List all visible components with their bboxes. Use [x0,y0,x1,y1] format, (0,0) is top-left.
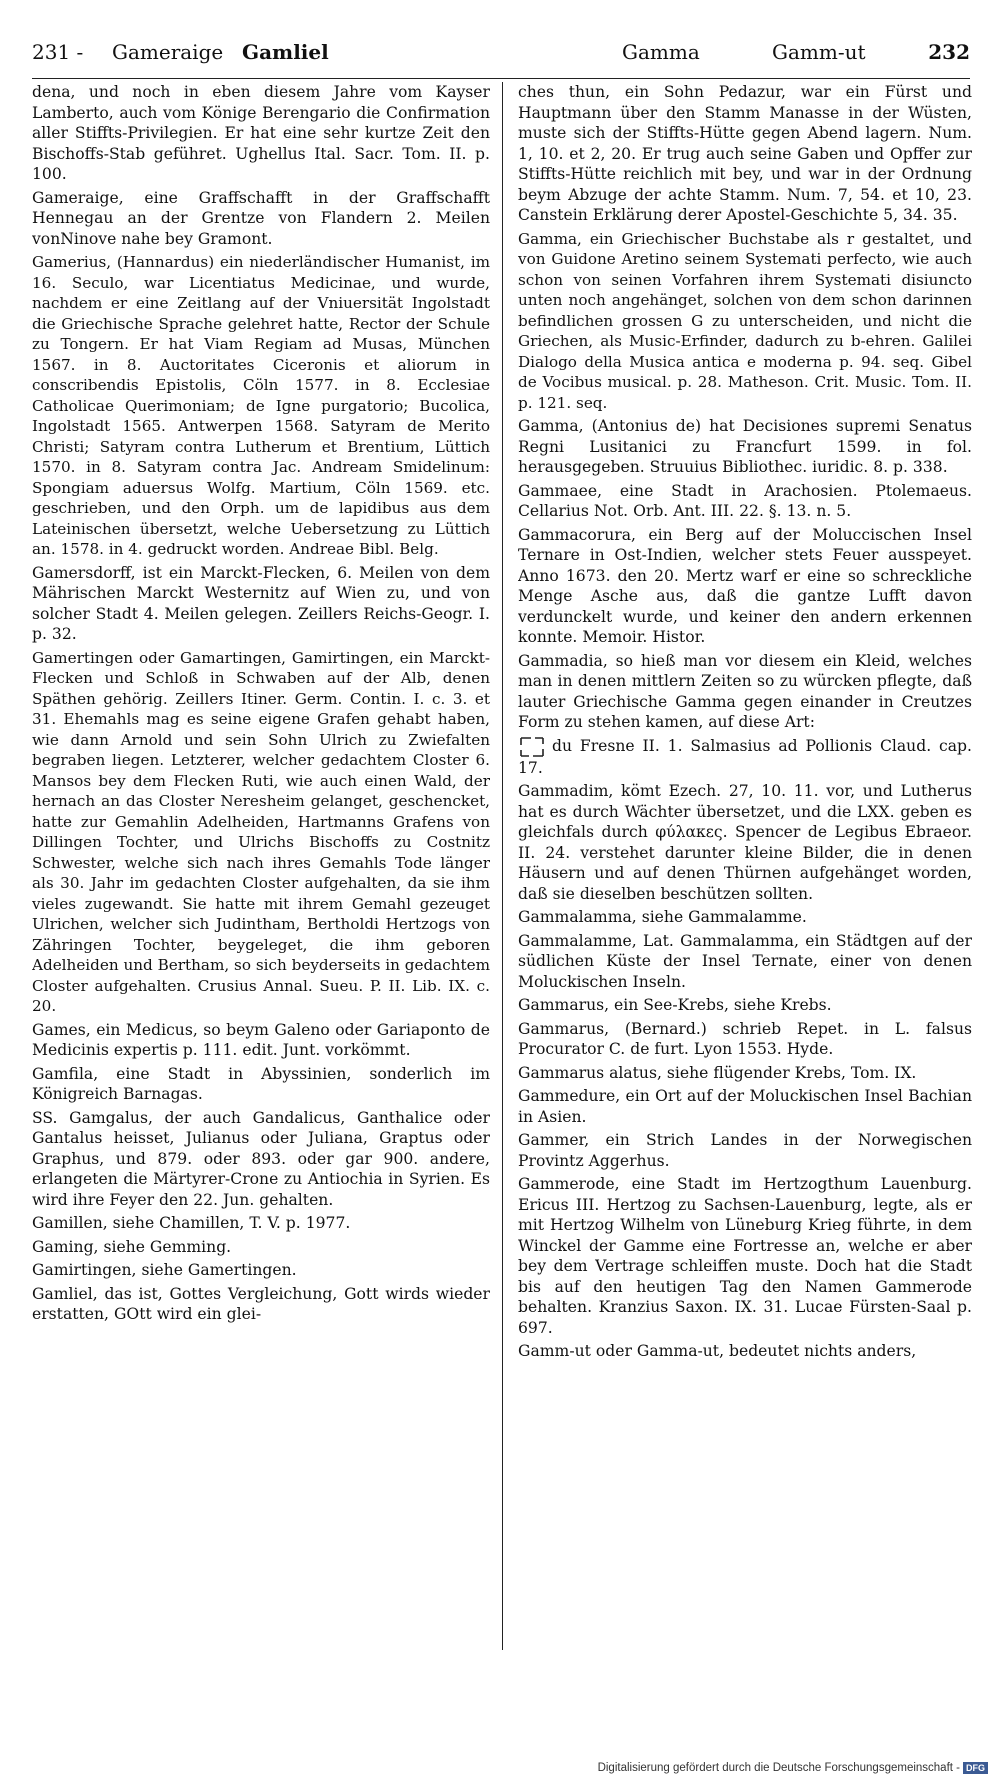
entry-gammerode: Gammerode, eine Stadt im Hertzogthum Lauenburg. Ericus III. Hertzog zu Sachsen-Lauenburg, legte, als er mit Hertzog Wilhelm von Lüneburg Krieg führte, in dem Winckel der Gamme eine Fortresse an, welche er aber bey dem Vertrage schleiffen muste. Doch hat die Stadt bis auf den heutigen Tag den Namen Gammerode behalten. Kranzius Saxon. IX. 31. Lucae Fürsten-Saal p. 697. [518,1175,972,1337]
entry-gamliel: Gamliel, das ist, Gottes Vergleichung, Gott wirds wieder erstatten, GOtt wird ein glei- [32,1284,490,1323]
right-header-keyword-2: Gamm-ut [772,40,866,64]
entry-gammadia: Gammadia, so hieß man vor diesem ein Kleid, welches man in denen mittlern Zeiten so zu würcken pflegte, daß lauter Griechische Gamma gegen einander in Creutzes Form zu stehen kamen, auf diese Art: [518,651,972,731]
footer-credit: Digitalisierung gefördert durch die Deutsche Forschungsgemeinschaft - [597,1762,960,1775]
entry-gamertingen: Gamertingen oder Gamartingen, Gamirtingen, ein Marckt-Flecken und Schloß in Schwaben auf der Alb, denen Späthen gehörig. Zeillers Itiner. Germ. Contin. I. c. 3. et 31. Ehemahls mag es seine eigene Grafen gehabt haben, wie dann Arnold und sein Sohn Ulrich zu Zwiefalten begraben liegen. Letzterer, welcher gedachtem Closter 6. Mansos bey dem Flecken Ruti, wie auch einen Wald, der hernach an das Closter Neresheim gelanget, geschencket, hatte zur Gemahlin Adelheiden, Hartmanns Grafens von Dillingen Tochter, und Ulrichs Bischoffs zu Costnitz Schwester, welche sich nach ihres Gemahls Tode länger als 30. Jahr im gedachten Closter aufgehalten, da sie ihm vieles zugewandt. Sie hatte mit ihrem Gemahl gezeuget Ulrichen, welcher sich Judintham, Bertholdi Hertzogs von Zähringen Tochter, beygeleget, die ihm geboren Adelheiden und Bertham, so sich beyderseits in gedachtem Closter aufgehalten. Crusius Annal. Sueu. P. II. Lib. IX. c. 20. [32,648,490,1015]
entry-gammacorura: Gammacorura, ein Berg auf der Moluccischen Insel Ternare in Ost-Indien, welcher stets Feuer ausspeyet. Anno 1673. den 20. Mertz warf er eine so schreckliche Menge Asche aus, daß die gantze Lufft davon verdunckelt wurde, und keiner den andern erkennen konnte. Memoir. Histor. [518,525,972,646]
entry-gamirtingen: Gamirtingen, siehe Gamertingen. [32,1261,297,1279]
entry-gamm-ut: Gamm-ut oder Gamma-ut, bedeutet nichts anders, [518,1342,917,1360]
running-header [32,40,970,76]
entry-gammalamma: Gammalamma, siehe Gammalamme. [518,908,807,926]
entry-games: Games, ein Medicus, so beym Galeno oder Gariaponto de Medicinis expertis p. 111. edit. Junt. vorkömmt. [32,1020,490,1059]
entry-gamma-antonius: Gamma, (Antonius de) hat Decisiones supremi Senatus Regni Lusitanici zu Francfurt 1599. in fol. herausgegeben. Struuius Bibliothec. iuridic. 8. p. 338. [518,417,972,476]
entry-gameraige: Gameraige, eine Graffschafft in der Graffschafft Hennegau an der Grentze von Flandern 2. Meilen vonNinove nahe bey Gramont. [32,188,490,248]
entry-gammedure: Gammedure, ein Ort auf der Moluckischen Insel Bachian in Asien. [518,1087,972,1126]
entry-gamillen: Gamillen, siehe Chamillen, T. V. p. 1977. [32,1214,351,1232]
entry-gaming: Gaming, siehe Gemming. [32,1237,232,1256]
digitization-footer [598,1762,988,1774]
right-header-keyword-1: Gamma [622,40,700,64]
entry-gammadia-ref [518,736,972,779]
left-column [32,82,490,1590]
entry-gammaee: Gammaee, eine Stadt in Arachosien. Ptolemaeus. Cellarius Not. Orb. Ant. III. 22. §. 13. n. 5. [518,481,972,520]
entry-gamgalus: SS. Gamgalus, der auch Gandalicus, Ganthalice oder Gantalus heisset, Julianus oder Juliana, Graptus oder Graphus, und 879. oder 893. oder gar 900. andere, erlangeten die Märtyrer-Crone zu Antiochia in Syrien. Es wird ihre Feyer den 22. Jun. gehalten. [32,1108,490,1209]
entry-gamerius: Gamerius, (Hannardus) ein niederländischer Humanist, im 16. Seculo, war Licentiatus Medicinae, und wurde, nachdem er eine Zeitlang auf der Vniuersität Ingolstadt die Griechische Sprache gelehret hatte, Rector der Schule zu Tongern. Er hat Viam Regiam ad Musas, München 1567. in 8. Auctoritates Ciceronis et aliorum in conscribendis Epistolis, Cöln 1577. in 8. Ecclesiae Catholicae Querimoniam; de Igne purgatorio; Bucolica, Ingolstadt 1565. Antwerpen 1568. Satyram de Merito Christi; Satyram contra Lutherum et Brentium, Lüttich 1570. in 8. Satyram contra Jac. Andream Smidelinum: Spongiam aduersus Wolfg. Martium, Cöln 1569. etc. geschrieben, und den Orph. um de lapidibus aus dem Lateinischen übersetzt, welche Uebersetzung zu Lüttich an. 1578. in 4. gedruckt worden. Andreae Bibl. Belg. [32,253,490,558]
entry-gamfila: Gamfila, eine Stadt in Abyssinien, sonderlich im Königreich Barnagas. [32,1064,490,1103]
entry-gammalamme: Gammalamme, Lat. Gammalamma, ein Städtgen auf der südlichen Küste der Insel Ternate, einer von denen Moluckischen Inseln. [518,931,972,991]
entry-gamersdorff: Gamersdorff, ist ein Marckt-Flecken, 6. Meilen von dem Mährischen Marckt Westernitz auf Wien zu, und von solcher Stadt 4. Meilen gelegen. Zeillers Reichs-Geogr. I. p. 32. [32,563,490,643]
left-header-keyword-2: Gamliel [242,40,329,64]
header-rule [32,78,970,79]
entry-gamma-letter: Gamma, ein Griechischer Buchstabe als r gestaltet, und von Guidone Aretino seinem Systemati perfecto, wie auch schon von seinen Vorfahren ihrem Systemati disiuncto unten noch angehänget, solchen von dem schon darinnen befindlichen grossen G zu unterscheiden, und nicht die Griechen, als Music-Erfinder, dadurch zu b-ehren. Galilei Dialogo della Musica antica e moderna p. 94. seq. Gibel de Vocibus musical. p. 28. Matheson. Crit. Music. Tom. II. p. 121. seq. [518,229,972,412]
entry-dena: dena, und noch in eben diesem Jahre vom Kayser Lamberto, auch vom Könige Berengario die Confirmation aller Stiffts-Privilegien. Er hat eine sehr kurtze Zeit den Bischoffs-Stab geführet. Ughellus Ital. Sacr. Tom. II. p. 100. [32,83,490,183]
left-page-number: 231 - [32,40,84,64]
entry-gamliel-cont: ches thun, ein Sohn Pedazur, war ein Fürst und Hauptmann über den Stamm Manasse in der Wüsten, muste sich der Stiffts-Hütte gegen Abend lagern. Num. 1, 10. et 2, 20. Er trug auch seine Gaben und Opffer zur Stiffts-Hütte reichlich mit bey, und war in der Ordnung beym Abzuge der achte Stamm. Num. 7, 54. et 10, 23. Canstein Erklärung derer Apostel-Geschichte 5, 34. 35. [518,83,972,224]
entry-gammarus-bernard: Gammarus, (Bernard.) schrieb Repet. in L. falsus Procurator C. de furt. Lyon 1553. Hyde. [518,1019,972,1058]
right-column [518,82,972,1646]
entry-gammadim: Gammadim, kömt Ezech. 27, 10. 11. vor, und Lutherus hat es durch Wächter übersetzet, und die LXX. geben es gleichfals durch φύλακες. Spencer de Legibus Ebraeor. II. 24. verstehet darunter kleine Bilder, die in denen Häusern und auf denen Thürnen aufgehänget worden, daß sie dieselben beschützen sollten. [518,782,972,903]
left-header-keyword-1: Gameraige [112,40,224,64]
right-page-number: 232 [928,40,970,64]
entry-gammer: Gammer, ein Strich Landes in der Norwegischen Provintz Aggerhus. [518,1131,972,1170]
column-divider [502,82,503,1650]
dfg-logo-icon: DFG [963,1762,988,1774]
gamma-cross-glyph-icon [518,736,546,758]
entry-gammarus: Gammarus, ein See-Krebs, siehe Krebs. [518,996,832,1014]
entry-gammarus-alatus: Gammarus alatus, siehe flügender Krebs, Tom. IX. [518,1063,917,1082]
entry-gammadia-ref-text: du Fresne II. 1. Salmasius ad Pollionis Claud. cap. 17. [518,736,972,777]
